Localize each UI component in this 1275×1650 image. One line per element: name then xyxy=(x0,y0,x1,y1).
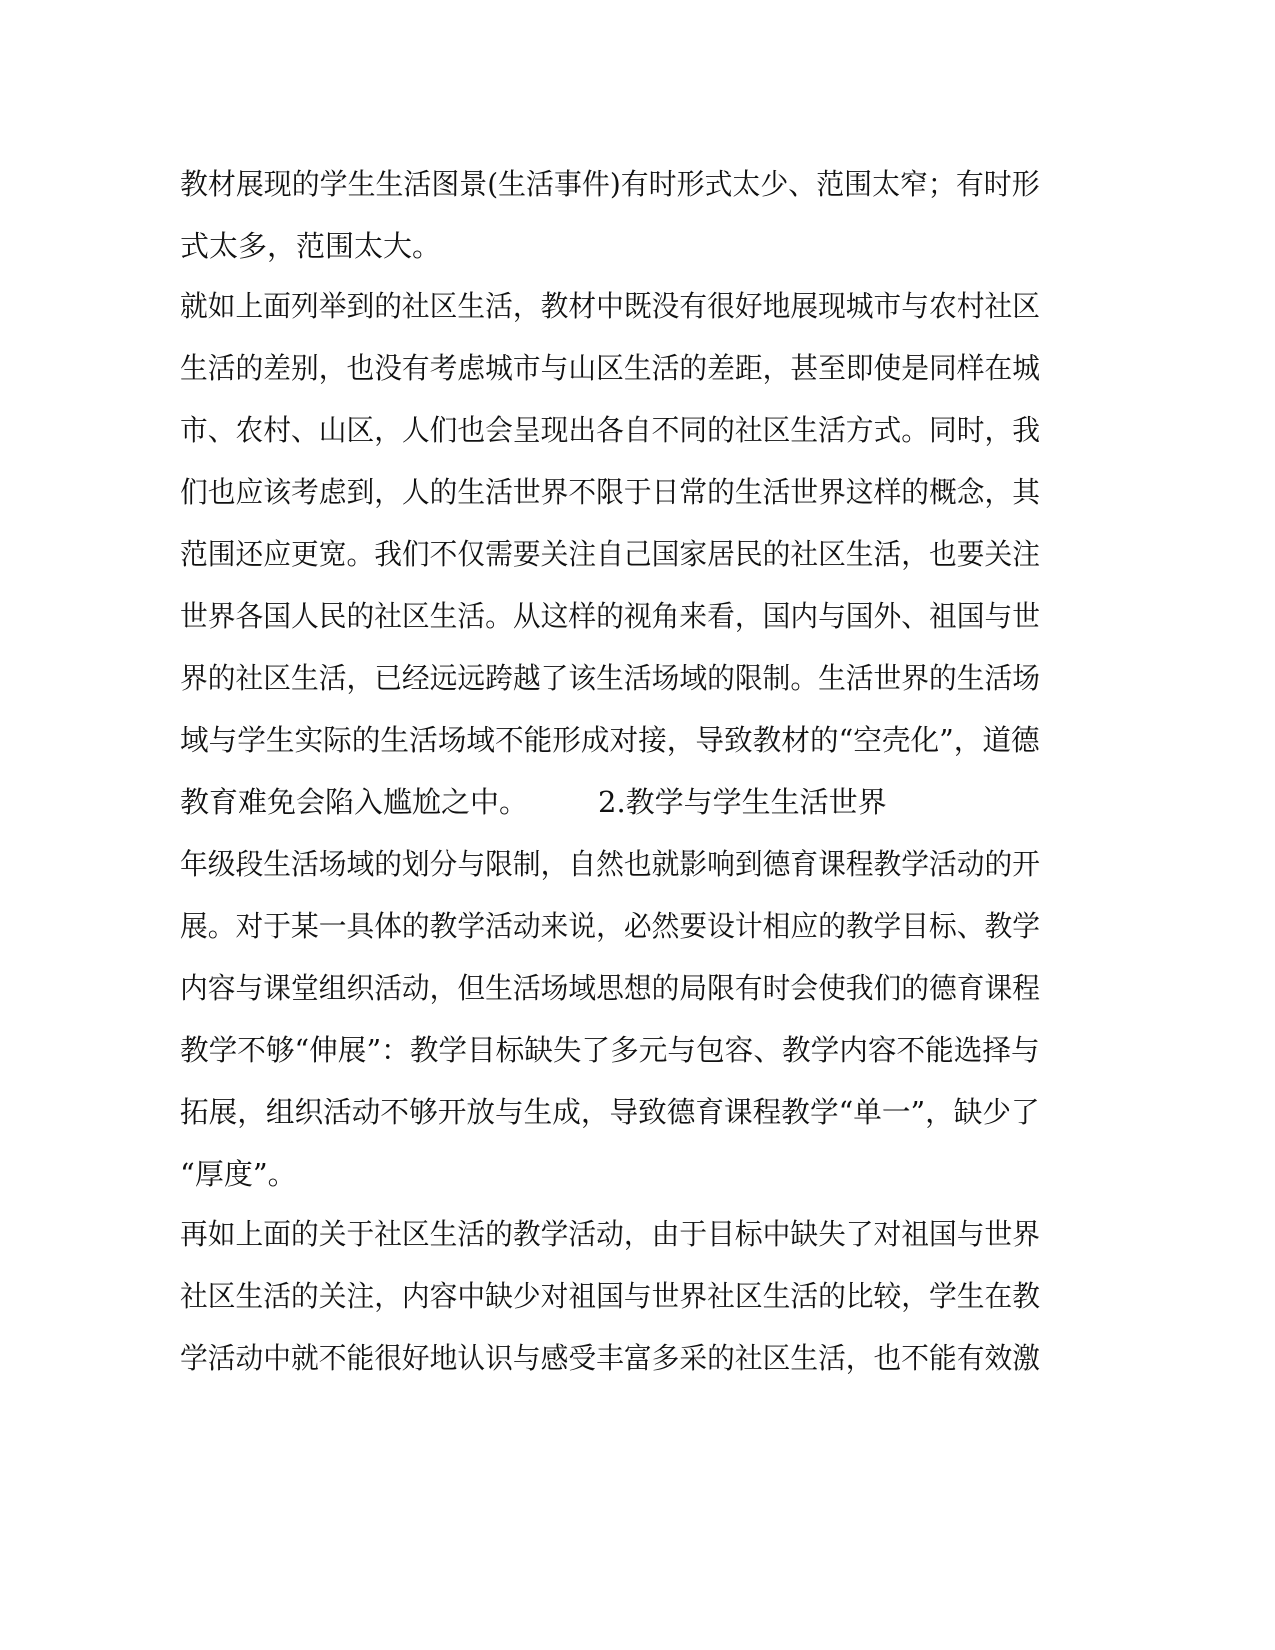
text-line: 再如上面的关于社区生活的教学活动，由于目标中缺失了对祖国与世界 xyxy=(180,1217,1041,1251)
text-line: “厚度”。 xyxy=(180,1157,297,1191)
text-line: 生活的差别，也没有考虑城市与山区生活的差距，甚至即使是同样在城 xyxy=(180,351,1041,385)
text-line: 就如上面列举到的社区生活，教材中既没有很好地展现城市与农村社区 xyxy=(180,289,1041,323)
text-line: 界的社区生活，已经远远跨越了该生活场域的限制。生活世界的生活场 xyxy=(180,661,1041,695)
text-line: 年级段生活场域的划分与限制，自然也就影响到德育课程教学活动的开 xyxy=(180,847,1041,881)
text-line: 内容与课堂组织活动，但生活场域思想的局限有时会使我们的德育课程 xyxy=(180,971,1041,1005)
text-line: 学活动中就不能很好地认识与感受丰富多采的社区生活，也不能有效激 xyxy=(180,1341,1041,1375)
text-line: 教材展现的学生生活图景(生活事件)有时形式太少、范围太窄；有时形 xyxy=(180,167,1040,201)
text-line-with-heading xyxy=(180,784,887,820)
text-line: 拓展，组织活动不够开放与生成，导致德育课程教学“单一”，缺少了 xyxy=(180,1095,1040,1129)
text-line: 世界各国人民的社区生活。从这样的视角来看，国内与国外、祖国与世 xyxy=(180,599,1041,633)
text-line: 们也应该考虑到，人的生活世界不限于日常的生活世界这样的概念，其 xyxy=(180,475,1041,509)
section-heading: 2.教学与学生生活世界 xyxy=(598,785,887,819)
text-line: 社区生活的关注，内容中缺少对祖国与世界社区生活的比较，学生在教 xyxy=(180,1279,1041,1313)
text-line: 展。对于某一具体的教学活动来说，必然要设计相应的教学目标、教学 xyxy=(180,909,1041,943)
text-line: 教学不够“伸展”：教学目标缺失了多元与包容、教学内容不能选择与 xyxy=(180,1033,1040,1067)
text-line: 域与学生实际的生活场域不能形成对接，导致教材的“空壳化”，道德 xyxy=(180,723,1040,757)
text-line: 式太多，范围太大。 xyxy=(180,229,442,263)
text-line: 教育难免会陷入尴尬之中。 xyxy=(180,785,529,819)
text-line: 市、农村、山区，人们也会呈现出各自不同的社区生活方式。同时，我 xyxy=(180,413,1041,447)
text-line: 范围还应更宽。我们不仅需要关注自己国家居民的社区生活，也要关注 xyxy=(180,537,1041,571)
